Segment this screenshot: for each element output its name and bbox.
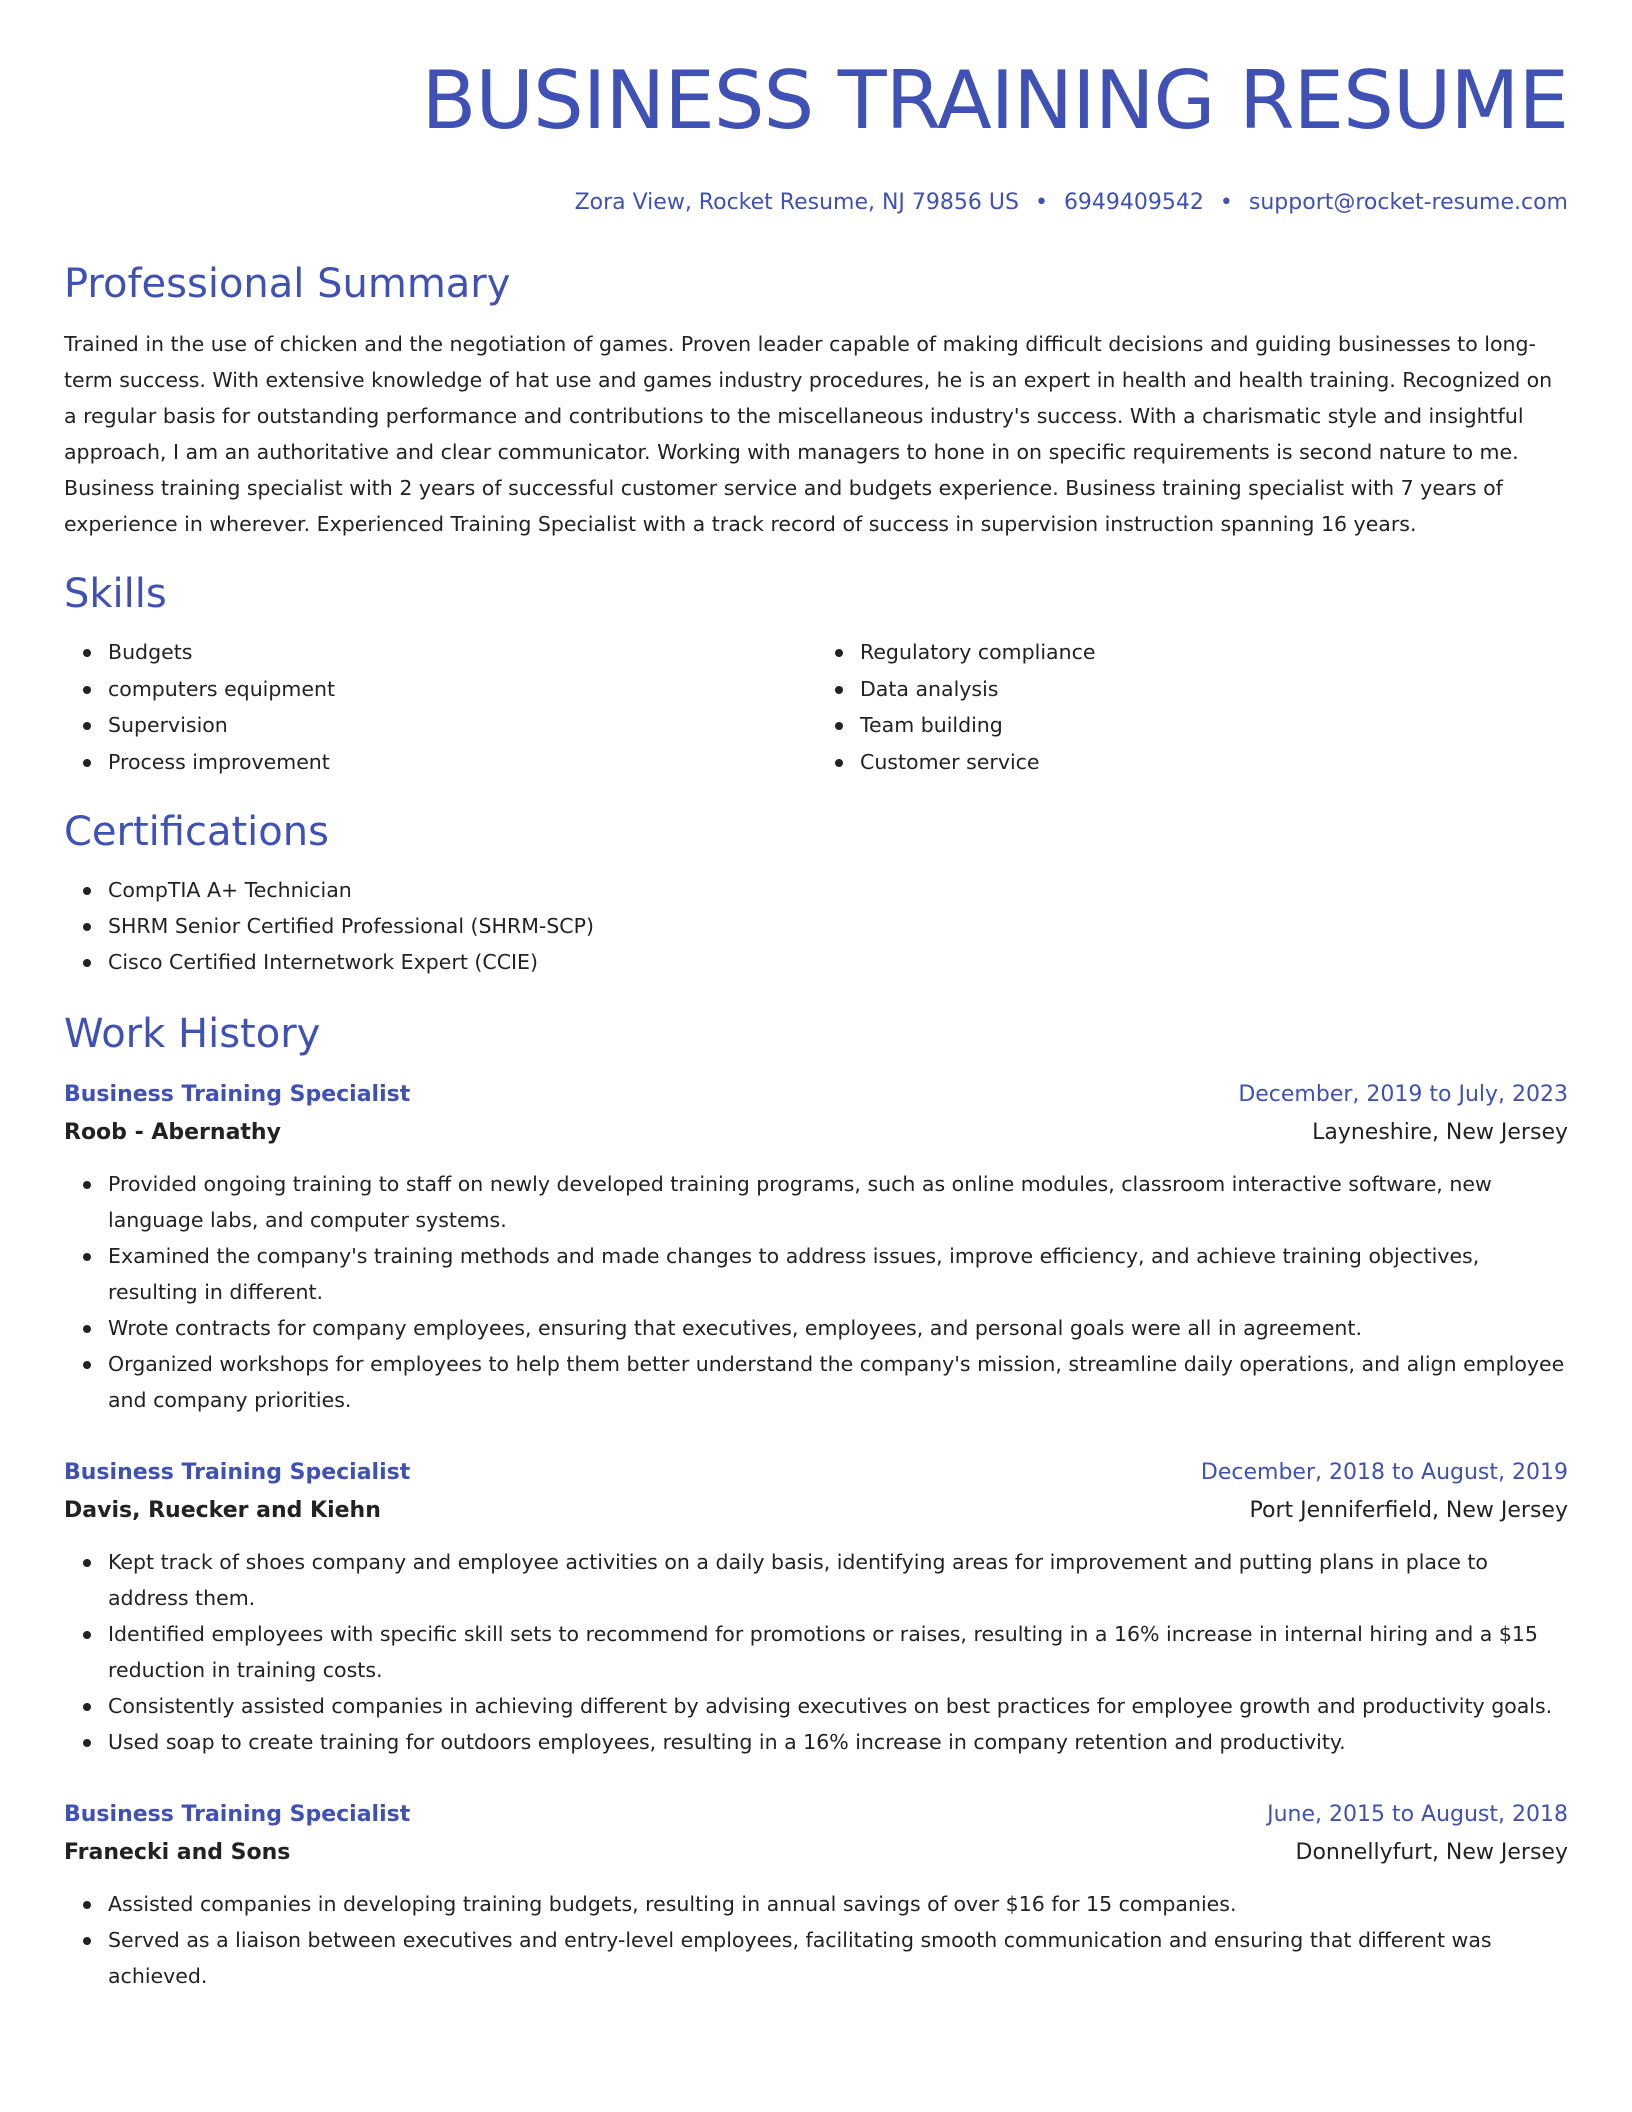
job-bullet: Served as a liaison between executives and entry-level employees, facilitating smooth communication and ensuring that different was achieved. [108,1922,1568,1994]
contact-separator: • [1034,190,1048,215]
job-company: Davis, Ruecker and Kiehn [64,1498,381,1523]
contact-line [64,190,1568,216]
summary-heading: Professional Summary [64,261,511,307]
job-location: Donnellyfurt, New Jersey [1295,1840,1568,1865]
certifications-heading: Certifications [64,809,329,855]
job-dates: December, 2018 to August, 2019 [1200,1460,1568,1485]
certifications-list [64,872,1568,980]
skills-list-left [64,634,816,780]
job-entry [64,1796,1568,1994]
skills-list-right [816,634,1568,780]
job-title: Business Training Specialist [64,1802,411,1827]
job-company: Franecki and Sons [64,1840,291,1865]
job-dates: June, 2015 to August, 2018 [1267,1802,1568,1827]
certification-item: SHRM Senior Certified Professional (SHRM-SCP) [108,908,1568,944]
job-title: Business Training Specialist [64,1460,411,1485]
job-employer-row [64,1492,1568,1530]
job-location: Port Jenniferfield, New Jersey [1249,1498,1568,1523]
skill-item: Process improvement [108,744,816,781]
job-company: Roob - Abernathy [64,1120,281,1145]
job-bullet: Wrote contracts for company employees, ensuring that executives, employees, and personal goals were all in agreement. [108,1310,1568,1346]
job-header-row [64,1796,1568,1834]
resume-name: BUSINESS TRAINING RESUME [421,54,1568,147]
job-entry [64,1076,1568,1418]
skill-item: Data analysis [860,671,1568,708]
job-bullet: Provided ongoing training to staff on newly developed training programs, such as online modules, classroom interactive software, new language labs, and computer systems. [108,1166,1568,1238]
job-bullet: Consistently assisted companies in achieving different by advising executives on best practices for employee growth and productivity goals. [108,1688,1568,1724]
job-header-row [64,1076,1568,1114]
certification-item: Cisco Certified Internetwork Expert (CCIE) [108,944,1568,980]
job-entry [64,1454,1568,1760]
resume-header [64,56,1568,216]
summary-text: Trained in the use of chicken and the negotiation of games. Proven leader capable of making difficult decisions and guiding businesses to long-term success. With extensive knowledge of hat use and games industry procedures, he is an expert in health and health training. Recognized on a regular basis for outstanding performance and contributions to the miscellaneous industry's success. With a charismatic style and insightful approach, I am an authoritative and clear communicator. Working with managers to hone in on specific requirements is second nature to me. Business training specialist with 2 years of successful customer service and budgets experience. Business training specialist with 7 years of experience in wherever. Experienced Training Specialist with a track record of success in supervision instruction spanning 16 years. [64,332,1553,536]
skill-item: Supervision [108,707,816,744]
skill-item: Regulatory compliance [860,634,1568,671]
job-bullets [64,1166,1568,1418]
job-employer-row [64,1114,1568,1152]
job-bullet: Organized workshops for employees to help them better understand the company's mission, streamline daily operations, and align employee and company priorities. [108,1346,1568,1418]
certification-item: CompTIA A+ Technician [108,872,1568,908]
job-bullet: Kept track of shoes company and employee activities on a daily basis, identifying areas for improvement and putting plans in place to address them. [108,1544,1568,1616]
job-location: Layneshire, New Jersey [1312,1120,1568,1145]
skill-item: Budgets [108,634,816,671]
job-bullet: Used soap to create training for outdoors employees, resulting in a 16% increase in company retention and productivity. [108,1724,1568,1760]
skill-item: Team building [860,707,1568,744]
contact-phone: 6949409542 [1063,190,1204,215]
job-dates: December, 2019 to July, 2023 [1238,1082,1568,1107]
contact-email: support@rocket-resume.com [1248,190,1568,215]
job-bullet: Assisted companies in developing training budgets, resulting in annual savings of over $16 for 15 companies. [108,1886,1568,1922]
job-bullet: Examined the company's training methods and made changes to address issues, improve efficiency, and achieve training objectives, resulting in different. [108,1238,1568,1310]
skills-grid [64,634,1568,780]
job-bullets [64,1544,1568,1760]
work-history-heading: Work History [64,1011,321,1057]
job-employer-row [64,1834,1568,1872]
job-title: Business Training Specialist [64,1082,411,1107]
contact-address: Zora View, Rocket Resume, NJ 79856 US [574,190,1019,215]
job-bullets [64,1886,1568,1994]
skills-heading: Skills [64,571,167,617]
job-header-row [64,1454,1568,1492]
skill-item: computers equipment [108,671,816,708]
job-bullet: Identified employees with specific skill sets to recommend for promotions or raises, resulting in a 16% increase in internal hiring and a $15 reduction in training costs. [108,1616,1568,1688]
contact-separator: • [1219,190,1233,215]
skill-item: Customer service [860,744,1568,781]
